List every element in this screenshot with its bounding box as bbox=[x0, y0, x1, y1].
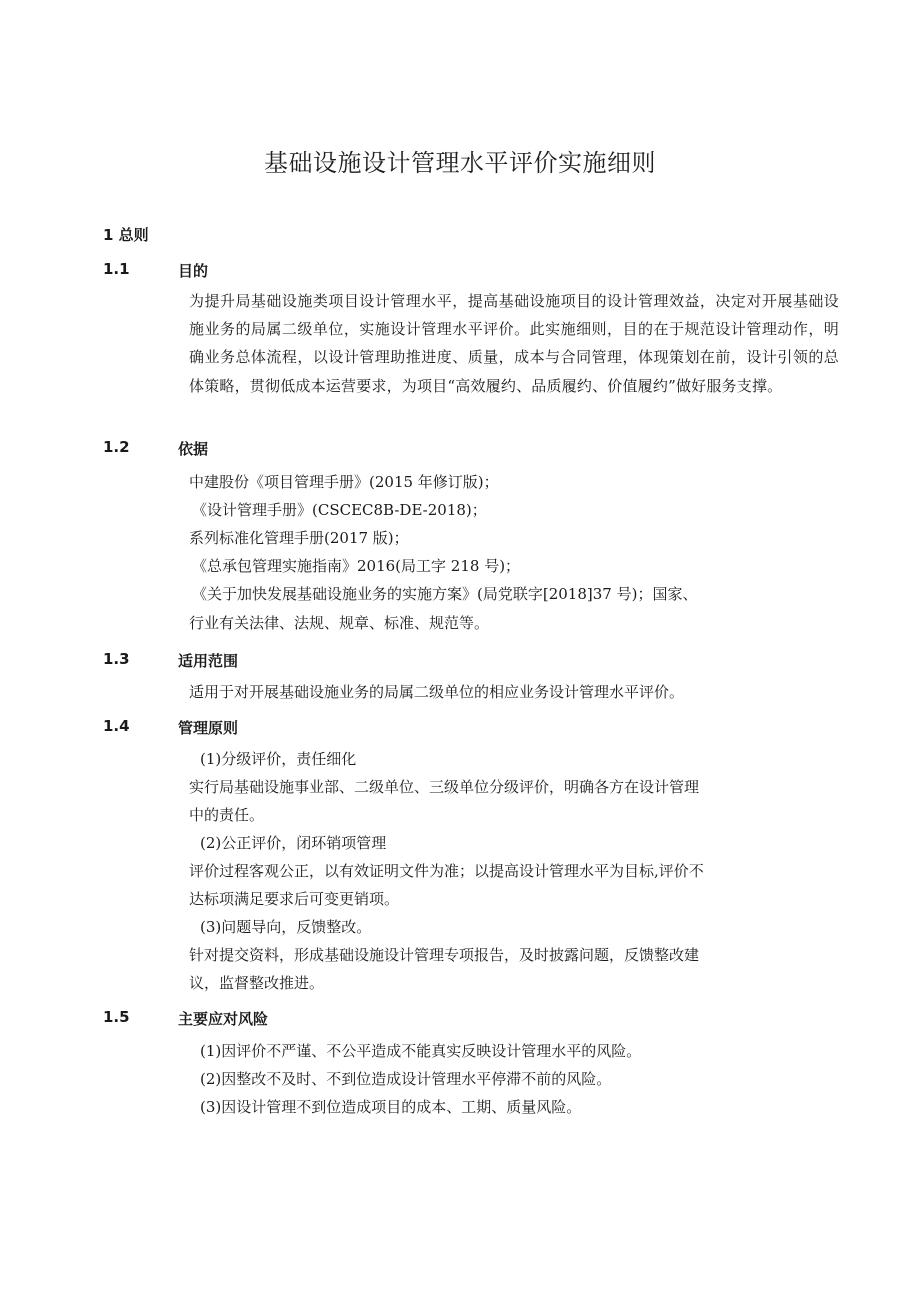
section-number: 1.4 bbox=[103, 717, 130, 735]
section-title: 适用范围 bbox=[178, 652, 239, 670]
text-line: 针对提交资料，形成基础设施设计管理专项报告，及时披露问题，反馈整改建 bbox=[189, 946, 700, 964]
text-line: (1)分级评价，责任细化 bbox=[200, 750, 357, 768]
text-line: 《设计管理手册》(CSCEC8B-DE-2018)； bbox=[192, 501, 487, 519]
section-number: 1.3 bbox=[103, 650, 130, 668]
section-title: 主要应对风险 bbox=[178, 1010, 269, 1028]
section-number: 1.2 bbox=[103, 438, 130, 456]
section-paragraph: 为提升局基础设施类项目设计管理水平，提高基础设施项目的设计管理效益，决定对开展基础设施业务的局属二级单位，实施设计管理水平评价。此实施细则，目的在于规范设计管理动作，明确业务总体流程，以设计管理助推进度、质量，成本与合同管理，体现策划在前，设计引领的总体策略，贯彻低成本运营要求，为项目“高效履约、品质履约、价值履约”做好服务支撑。 bbox=[189, 292, 839, 395]
section-title: 管理原则 bbox=[178, 719, 239, 737]
section-number: 1.5 bbox=[103, 1008, 130, 1026]
text-line: 系列标准化管理手册(2017 版)； bbox=[189, 529, 409, 547]
text-line: (3)问题导向，反馈整改。 bbox=[200, 918, 372, 936]
text-line: 适用于对开展基础设施业务的局属二级单位的相应业务设计管理水平评价。 bbox=[189, 683, 685, 701]
document-title: 基础设施设计管理水平评价实施细则 bbox=[264, 149, 656, 177]
text-line: 议，监督整改推进。 bbox=[189, 974, 325, 992]
text-line: 达标项满足要求后可变更销项。 bbox=[189, 890, 400, 908]
text-line: 《关于加快发展基础设施业务的实施方案》(局党联字[2018]37 号)；国家、 bbox=[192, 585, 698, 603]
text-line: 中建股份《项目管理手册》(2015 年修订版)； bbox=[189, 473, 499, 491]
section-number: 1.1 bbox=[103, 260, 130, 278]
text-line: 《总承包管理实施指南》2016(局工字 218 号)； bbox=[192, 557, 521, 575]
section-title: 目的 bbox=[178, 262, 209, 280]
section-title: 依据 bbox=[178, 440, 209, 458]
text-line: (1)因评价不严谨、不公平造成不能真实反映设计管理水平的风险。 bbox=[200, 1042, 642, 1060]
text-line: 行业有关法律、法规、规章、标准、规范等。 bbox=[189, 614, 490, 632]
text-line: (2)因整改不及时、不到位造成设计管理水平停滞不前的风险。 bbox=[200, 1070, 612, 1088]
text-line: 中的责任。 bbox=[189, 806, 265, 824]
text-line: (3)因设计管理不到位造成项目的成本、工期、质量风险。 bbox=[200, 1098, 582, 1116]
text-line: (2)公正评价，闭环销项管理 bbox=[200, 834, 387, 852]
text-line: 实行局基础设施事业部、二级单位、三级单位分级评价，明确各方在设计管理 bbox=[189, 778, 700, 796]
text-line: 评价过程客观公正，以有效证明文件为准；以提高设计管理水平为目标,评价不 bbox=[189, 862, 704, 880]
chapter-heading: 1 总则 bbox=[103, 226, 149, 244]
